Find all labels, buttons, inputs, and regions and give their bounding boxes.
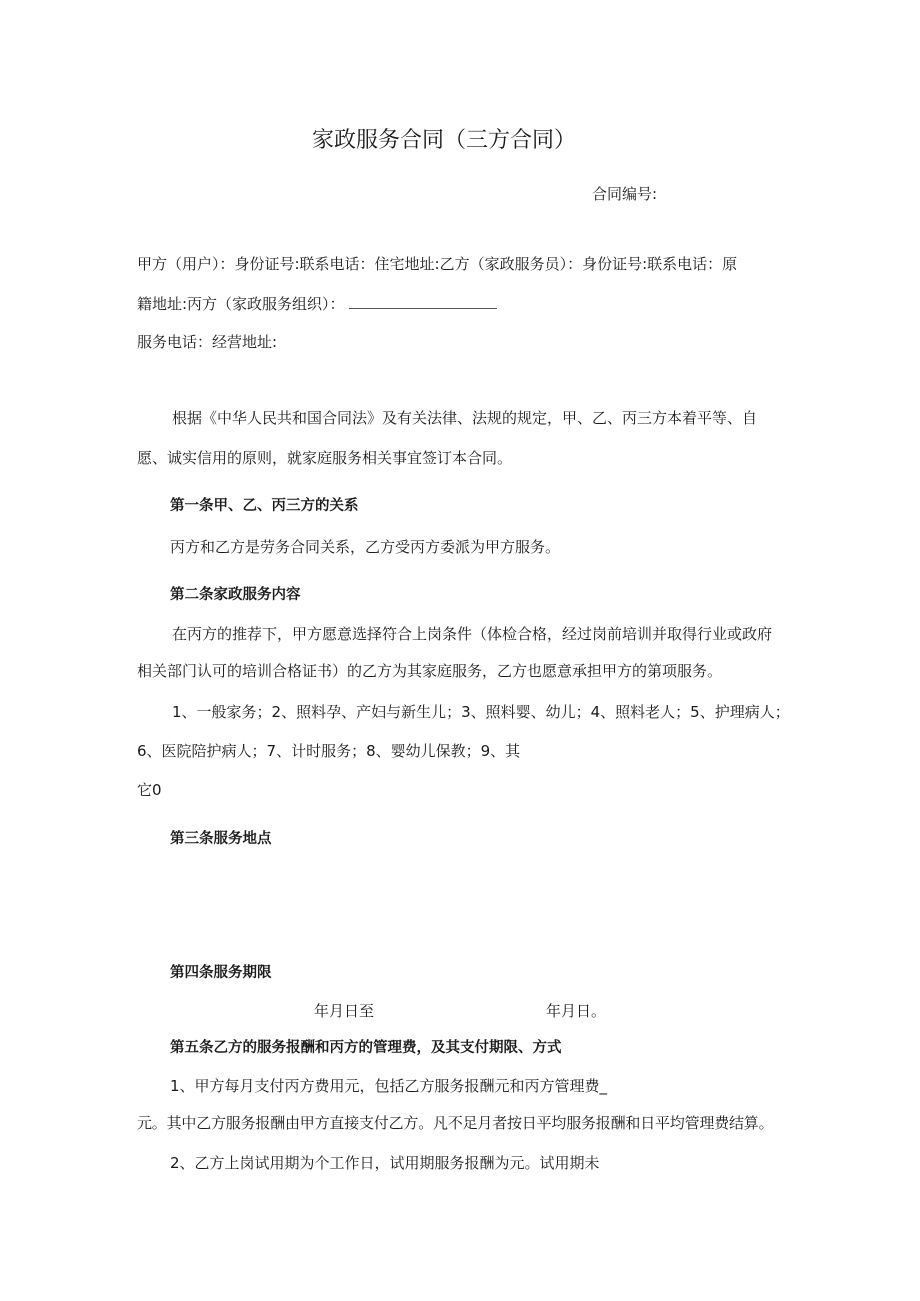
article-2-heading: 第二条家政服务内容: [170, 587, 301, 603]
intro-line-2: 愿、诚实信用的原则，就家庭服务相关事宜签订本合同。: [137, 449, 513, 467]
intro-line-1: 根据《中华人民共和国合同法》及有关法律、法规的规定，甲、乙、丙三方本着平等、自: [172, 409, 758, 427]
service-items-line-3: 它0: [137, 781, 162, 799]
article-5-heading: 第五条乙方的服务报酬和丙方的管理费，及其支付期限、方式: [170, 1040, 562, 1056]
article-5-line-1: 1、甲方每月支付丙方费用元，包括乙方服务报酬元和丙方管理费_: [170, 1077, 608, 1095]
service-items-line-2: 6、医院陪护病人；7、计时服务；8、婴幼儿保教；9、其: [137, 742, 521, 760]
article-4-heading: 第四条服务期限: [170, 965, 272, 981]
article-5-line-3: 2、乙方上岗试用期为个工作日，试用期服务报酬为元。试用期未: [170, 1154, 600, 1172]
parties-line-2: [137, 294, 497, 314]
article-2-line-2: 相关部门认可的培训合格证书）的乙方为其家庭服务，乙方也愿意承担甲方的第项服务。: [137, 662, 723, 680]
parties-line-1: 甲方（用户）：身份证号:联系电话：住宅地址:乙方（家政服务员）：身份证号:联系电话：原: [137, 255, 738, 273]
fill-in-blank: [349, 296, 497, 309]
article-5-line-2: 元。其中乙方服务报酬由甲方直接支付乙方。凡不足月者按日平均服务报酬和日平均管理费结算。: [137, 1114, 774, 1132]
contract-number-label: 合同编号:: [592, 185, 658, 203]
article-1-heading: 第一条甲、乙、丙三方的关系: [170, 498, 359, 514]
service-items-line-1: 1、一般家务；2、照料孕、产妇与新生儿；3、照料婴、幼儿；4、照料老人；5、护理病人；: [172, 703, 790, 721]
parties-line-2-text: 籍地址:丙方（家政服务组织）：: [137, 295, 345, 313]
term-start-date: 年月日至: [314, 1002, 375, 1020]
article-1-body: 丙方和乙方是劳务合同关系，乙方受丙方委派为甲方服务。: [170, 538, 561, 556]
document-title: 家政服务合同（三方合同）: [312, 128, 577, 153]
article-3-heading: 第三条服务地点: [170, 831, 272, 847]
article-2-line-1: 在丙方的推荐下，甲方愿意选择符合上岗条件（体检合格，经过岗前培训并取得行业或政府: [172, 625, 773, 643]
term-end-date: 年月日。: [546, 1002, 607, 1020]
parties-line-3: 服务电话：经营地址:: [137, 333, 278, 351]
